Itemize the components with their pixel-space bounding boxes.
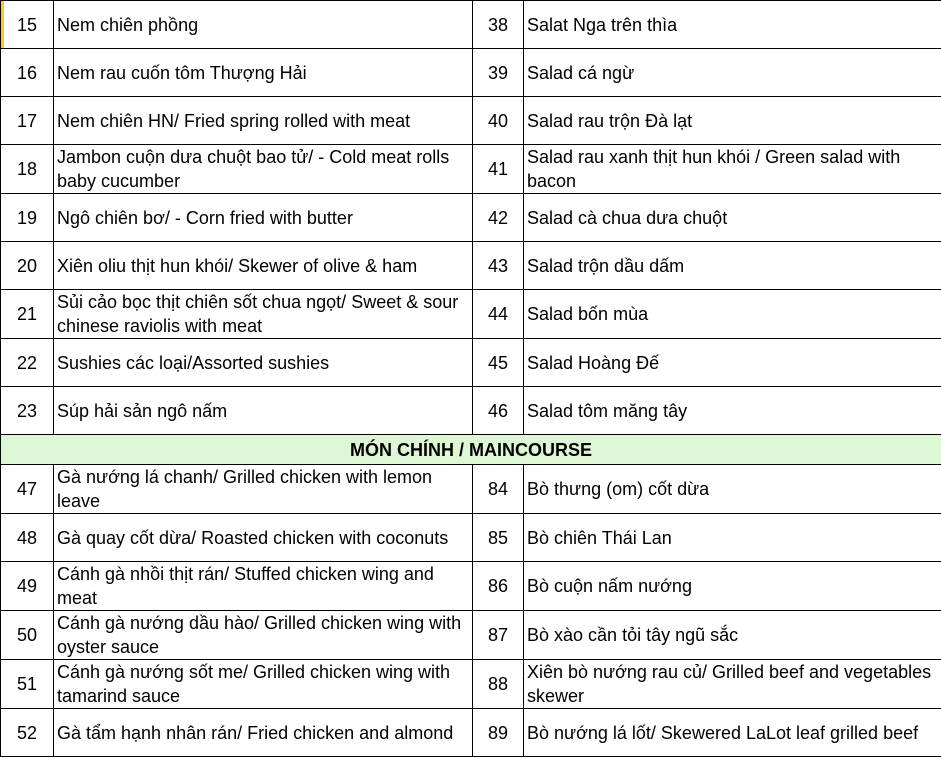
table-row bbox=[1, 465, 941, 514]
item-name: Salad bốn mùa bbox=[524, 290, 941, 339]
table-row bbox=[1, 290, 941, 339]
item-name: Salad rau trộn Đà lạt bbox=[524, 97, 941, 145]
item-name: Salat Nga trên thìa bbox=[524, 1, 941, 49]
table-row bbox=[1, 242, 941, 290]
item-name: Nem chiên phồng bbox=[54, 1, 473, 49]
item-name: Salad tôm măng tây bbox=[524, 387, 941, 435]
item-number: 40 bbox=[473, 97, 524, 145]
section-row bbox=[1, 435, 941, 465]
item-number: 20 bbox=[1, 242, 54, 290]
table-row bbox=[1, 660, 941, 709]
item-number: 88 bbox=[473, 660, 524, 709]
item-name: Xiên bò nướng rau củ/ Grilled beef and vegetables skewer bbox=[524, 660, 941, 709]
item-number: 46 bbox=[473, 387, 524, 435]
item-number: 41 bbox=[473, 145, 524, 194]
item-name: Salad cà chua dưa chuột bbox=[524, 194, 941, 242]
table-row bbox=[1, 97, 941, 145]
maincourse-rows bbox=[1, 465, 941, 757]
item-name: Salad rau xanh thịt hun khói / Green salad with bacon bbox=[524, 145, 941, 194]
item-number: 15 bbox=[1, 1, 54, 49]
table-row bbox=[1, 49, 941, 97]
item-name: Gà quay cốt dừa/ Roasted chicken with coconuts bbox=[54, 514, 473, 562]
appetizer-rows bbox=[1, 1, 941, 435]
item-name: Bò chiên Thái Lan bbox=[524, 514, 941, 562]
item-number: 52 bbox=[1, 709, 54, 757]
item-name: Cánh gà nhồi thịt rán/ Stuffed chicken wing and meat bbox=[54, 562, 473, 611]
item-number: 19 bbox=[1, 194, 54, 242]
table-row bbox=[1, 339, 941, 387]
item-name: Bò cuộn nấm nướng bbox=[524, 562, 941, 611]
table-row bbox=[1, 387, 941, 435]
item-number: 38 bbox=[473, 1, 524, 49]
item-number: 85 bbox=[473, 514, 524, 562]
item-name: Bò xào cần tỏi tây ngũ sắc bbox=[524, 611, 941, 660]
item-name: Xiên oliu thịt hun khói/ Skewer of olive & ham bbox=[54, 242, 473, 290]
item-number: 49 bbox=[1, 562, 54, 611]
item-number: 45 bbox=[473, 339, 524, 387]
item-number: 23 bbox=[1, 387, 54, 435]
item-name: Salad trộn dầu dấm bbox=[524, 242, 941, 290]
item-number: 44 bbox=[473, 290, 524, 339]
item-name: Nem chiên HN/ Fried spring rolled with meat bbox=[54, 97, 473, 145]
item-name: Salad Hoàng Đế bbox=[524, 339, 941, 387]
item-number: 48 bbox=[1, 514, 54, 562]
item-name: Ngô chiên bơ/ - Corn fried with butter bbox=[54, 194, 473, 242]
item-number: 42 bbox=[473, 194, 524, 242]
item-name: Jambon cuộn dưa chuột bao tử/ - Cold meat rolls baby cucumber bbox=[54, 145, 473, 194]
item-name: Súp hải sản ngô nấm bbox=[54, 387, 473, 435]
item-number: 43 bbox=[473, 242, 524, 290]
item-name: Sủi cảo bọc thịt chiên sốt chua ngọt/ Sweet & sour chinese raviolis with meat bbox=[54, 290, 473, 339]
item-number: 21 bbox=[1, 290, 54, 339]
table-row bbox=[1, 194, 941, 242]
item-name: Gà nướng lá chanh/ Grilled chicken with lemon leave bbox=[54, 465, 473, 514]
item-number: 89 bbox=[473, 709, 524, 757]
item-number: 47 bbox=[1, 465, 54, 514]
item-name: Bò nướng lá lốt/ Skewered LaLot leaf grilled beef bbox=[524, 709, 941, 757]
item-name: Sushies các loại/Assorted sushies bbox=[54, 339, 473, 387]
item-number: 16 bbox=[1, 49, 54, 97]
item-name: Salad cá ngừ bbox=[524, 49, 941, 97]
table-row bbox=[1, 145, 941, 194]
item-number: 39 bbox=[473, 49, 524, 97]
item-number: 17 bbox=[1, 97, 54, 145]
item-name: Nem rau cuốn tôm Thượng Hải bbox=[54, 49, 473, 97]
item-number: 51 bbox=[1, 660, 54, 709]
item-number: 86 bbox=[473, 562, 524, 611]
item-name: Gà tẩm hạnh nhân rán/ Fried chicken and almond bbox=[54, 709, 473, 757]
table-row bbox=[1, 611, 941, 660]
item-number: 87 bbox=[473, 611, 524, 660]
table-row bbox=[1, 562, 941, 611]
table-row bbox=[1, 709, 941, 757]
item-number: 22 bbox=[1, 339, 54, 387]
item-number: 18 bbox=[1, 145, 54, 194]
table-row bbox=[1, 514, 941, 562]
item-number: 84 bbox=[473, 465, 524, 514]
section-title: MÓN CHÍNH / MAINCOURSE bbox=[1, 435, 941, 465]
item-name: Bò thưng (om) cốt dừa bbox=[524, 465, 941, 514]
item-name: Cánh gà nướng dầu hào/ Grilled chicken wing with oyster sauce bbox=[54, 611, 473, 660]
table-row bbox=[1, 1, 941, 49]
item-number: 50 bbox=[1, 611, 54, 660]
section-header bbox=[1, 435, 941, 465]
item-name: Cánh gà nướng sốt me/ Grilled chicken wing with tamarind sauce bbox=[54, 660, 473, 709]
